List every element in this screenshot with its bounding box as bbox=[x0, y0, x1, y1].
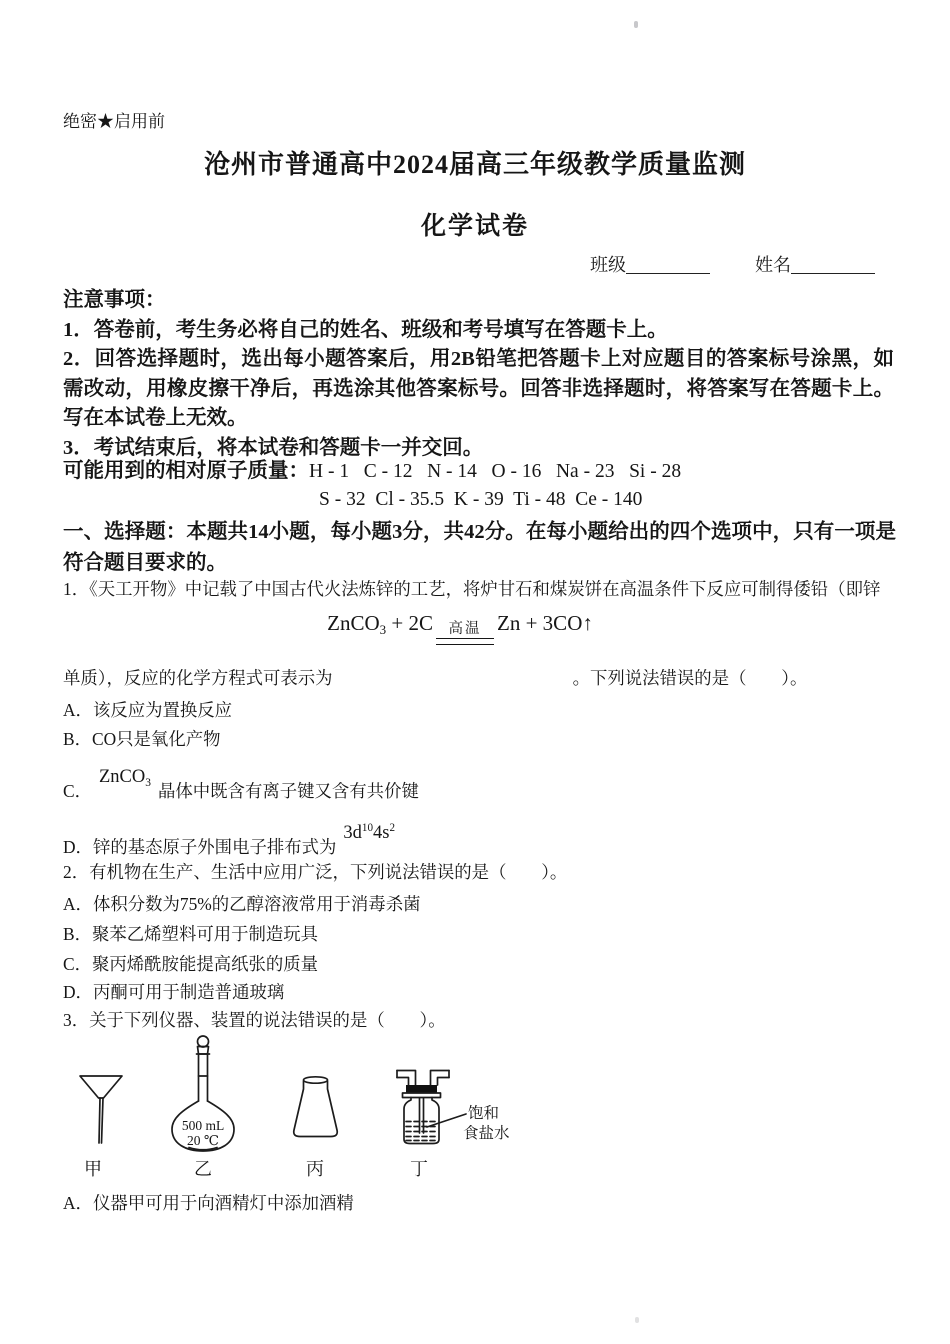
q3-apparatus-figure bbox=[60, 1030, 520, 1180]
class-blank bbox=[626, 257, 710, 274]
class-field bbox=[590, 251, 710, 277]
atomic-masses-values-2: S - 32 Cl - 35.5 K - 39 Ti - 48 Ce - 140 bbox=[319, 489, 643, 510]
funnel-icon bbox=[80, 1076, 122, 1143]
figure-label-ding: 丁 bbox=[410, 1159, 428, 1179]
flask-volume-text: 500 mL bbox=[181, 1118, 225, 1133]
volumetric-flask-icon bbox=[172, 1036, 234, 1151]
atomic-masses-line-2 bbox=[319, 486, 903, 514]
q2-option-a: A．体积分数为75%的乙醇溶液常用于消毒杀菌 bbox=[63, 894, 421, 914]
scan-artifact-bottom bbox=[635, 1317, 639, 1323]
atomic-masses-block bbox=[63, 458, 903, 514]
q1-option-c-text: 晶体中既含有离子键又含有共价键 bbox=[157, 781, 419, 801]
figure-label-bing: 丙 bbox=[306, 1159, 324, 1179]
q1-cont-after: 。下列说法错误的是（ ）。 bbox=[572, 668, 808, 688]
equation-rhs: Zn + 3CO↑ bbox=[497, 611, 593, 635]
equation-double-line bbox=[436, 638, 494, 645]
erlenmeyer-flask-icon bbox=[294, 1077, 338, 1137]
atomic-masses-values-1: H - 1 C - 12 N - 14 O - 16 Na - 23 Si - 28 bbox=[309, 461, 682, 482]
equation-condition: 高温 bbox=[448, 621, 482, 637]
notice-block bbox=[63, 286, 894, 463]
security-label: 绝密★启用前 bbox=[63, 112, 165, 131]
q1-stem: 1．《天工开物》中记载了中国古代火法炼锌的工艺，将炉甘石和煤炭饼在高温条件下反应可制得倭铅（即锌 bbox=[63, 579, 881, 599]
q1-option-d-formula: $3d^{10}4s^2$ bbox=[343, 822, 396, 843]
equation-lhs-subscript: 3 bbox=[379, 622, 387, 637]
q3-stem: 3．关于下列仪器、装置的说法错误的是（ ）。 bbox=[63, 1010, 446, 1030]
notice-item-1: 1．答卷前，考生务必将自己的姓名、班级和考号填写在答题卡上。 bbox=[63, 318, 668, 341]
q2-stem: 2．有机物在生产、生活中应用广泛，下列说法错误的是（ ）。 bbox=[63, 862, 568, 882]
exam-subtitle: 化学试卷 bbox=[420, 213, 529, 240]
q1-continuation bbox=[63, 666, 807, 690]
equation-condition-stack bbox=[436, 622, 494, 645]
q1-option-b: B．CO只是氧化产物 bbox=[63, 729, 221, 749]
figure-label-jia: 甲 bbox=[84, 1159, 102, 1179]
notice-heading: 注意事项： bbox=[63, 289, 166, 311]
bottle-note-line1: 饱和 bbox=[468, 1105, 500, 1122]
q1-option-d bbox=[63, 822, 402, 860]
name-field bbox=[755, 251, 875, 277]
q1-option-a: A．该反应为置换反应 bbox=[63, 700, 233, 720]
q1-option-c bbox=[63, 767, 419, 810]
q1-equation bbox=[0, 611, 920, 645]
atomic-masses-label: 可能用到的相对原子质量： bbox=[63, 460, 309, 482]
figure-label-yi: 乙 bbox=[194, 1159, 212, 1179]
q1-cont-before: 单质），反应的化学方程式可表示为 bbox=[63, 668, 333, 688]
q2-option-c: C．聚丙烯酰胺能提高纸张的质量 bbox=[63, 954, 319, 974]
q2-option-d: D．丙酮可用于制造普通玻璃 bbox=[63, 982, 285, 1002]
atomic-masses-line-1 bbox=[63, 458, 903, 486]
notice-item-3: 3．考试结束后，将本试卷和答题卡一并交回。 bbox=[63, 436, 484, 459]
gas-washing-bottle-icon bbox=[397, 1071, 510, 1144]
flask-temp-text: 20 ℃ bbox=[187, 1133, 219, 1148]
exam-title: 沧州市普通高中2024届高三年级教学质量监测 bbox=[203, 150, 746, 179]
q1-option-d-text: D．锌的基态原子外围电子排布式为 bbox=[63, 837, 337, 857]
name-blank bbox=[791, 257, 875, 274]
section-heading: 一、选择题：本题共14小题，每小题3分，共42分。在每小题给出的四个选项中，只有一项是符合题目要求的。 bbox=[63, 521, 896, 574]
notice-item-2: 2．回答选择题时，选出每小题答案后，用2B铅笔把答题卡上对应题目的答案标号涂黑，如需改动，用橡皮擦干净后，再选涂其他答案标号。回答非选择题时，将答案写在答题卡上。写在本试卷上无效。 bbox=[63, 348, 894, 429]
equation-lhs: ZnCO$_3$ + 2C bbox=[327, 611, 434, 637]
q3-option-a: A．仪器甲可用于向酒精灯中添加酒精 bbox=[63, 1193, 354, 1213]
q1-option-c-formula: ZnCO$_3$ bbox=[99, 767, 151, 789]
scan-artifact-top bbox=[634, 21, 638, 28]
q2-option-b: B．聚苯乙烯塑料可用于制造玩具 bbox=[63, 924, 319, 944]
q1-option-c-letter: C． bbox=[63, 781, 92, 801]
bottle-note-line2: 食盐水 bbox=[463, 1125, 510, 1142]
name-label: 姓名 bbox=[755, 255, 791, 275]
pointer-line bbox=[427, 1114, 466, 1127]
class-label: 班级 bbox=[590, 255, 626, 275]
